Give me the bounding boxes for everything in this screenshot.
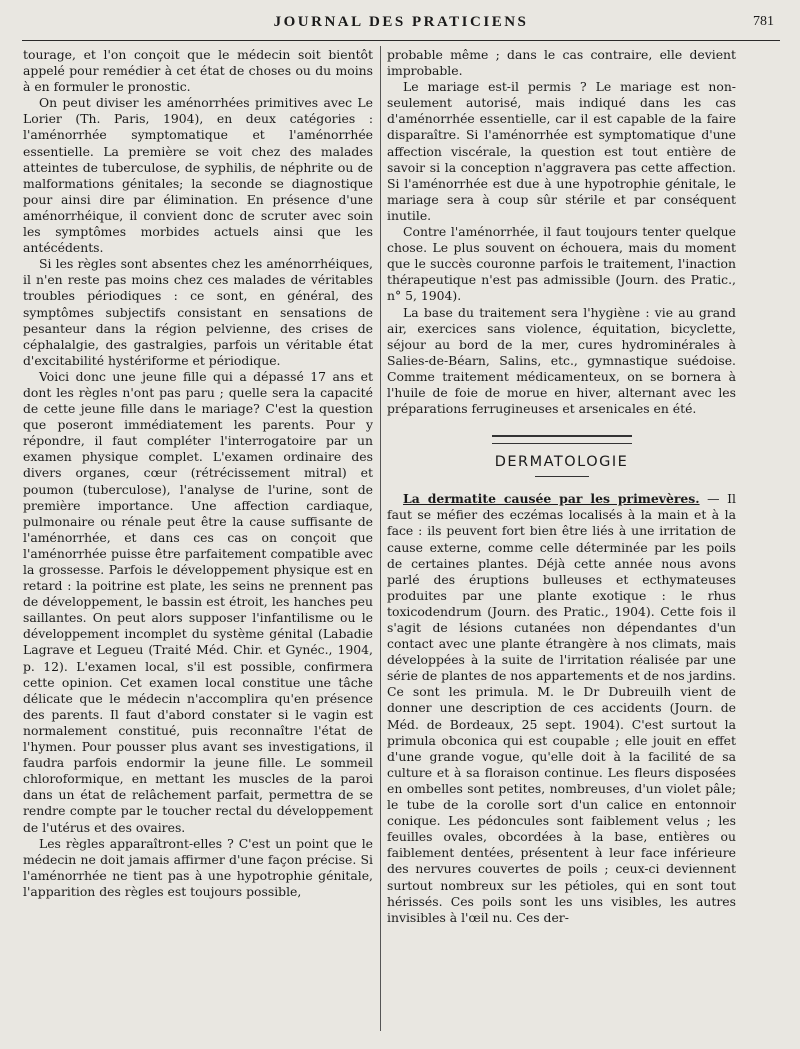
paragraph: La base du traitement sera l'hygiène : vie au grand air, exercices sans violence, équitation, bicyclette, séjour au bord de la mer, cures hydrominérales à Salies-de-Béarn, Salins, etc., gymnastique suédoise. Comme traitement médicamenteux, on se bornera à l'huile de foie de morue en hiver, alternant avec les préparations ferrugineuses et arsenicales en été. <box>387 304 736 417</box>
page-header <box>22 10 780 36</box>
column-divider <box>380 46 381 1031</box>
article-title: La dermatite causée par les primevères. <box>403 491 700 507</box>
left-column <box>23 47 373 1037</box>
section-title: DERMATOLOGIE <box>494 454 629 471</box>
paragraph: Contre l'aménorrhée, il faut toujours tenter quelque chose. Le plus souvent on échouera, mais du moment que le succès couronne parfois le traitement, l'inaction thérapeutique n'est pas admissible (Journ. des Pratic., n° 5, 1904). <box>387 224 736 304</box>
paragraph: Si les règles sont absentes chez les aménorrhéiques, il n'en reste pas moins chez ces malades de véritables troubles périodiques : ce sont, en général, des symptômes subjectifs consistant en sensations de pesanteur dans la région pelvienne, des crises de céphalalgie, des gastralgies, parfois un véritable état d'excitabilité hystériforme et périodique. <box>23 256 373 368</box>
paragraph: On peut diviser les aménorrhées primitives avec Le Lorier (Th. Paris, 1904), en deux catégories : l'aménorrhée symptomatique et l'aménorrhée essentielle. La première se voit chez des malades atteintes de tuberculose, de syphilis, de néphrite ou de malformations génitales; la seconde se diagnostique pour ainsi dire par élimination. En présence d'une aménorrhéique, il convient donc de scruter avec soin les symptômes morbides actuels ainsi que les antécédents. <box>23 95 373 256</box>
header-rule <box>22 40 780 41</box>
paragraph: Voici donc une jeune fille qui a dépassé 17 ans et dont les règles n'ont pas paru ; quelle sera la capacité de cette jeune fille dans le mariage? C'est la question que poseront immédiatement les parents. Pour y répondre, il faut compléter l'interrogatoire par un examen physique complet. L'examen ordinaire des divers organes, cœur (rétrécissement mitral) et poumon (tuberculose), l'analyse de l'urine, sont de première importance. Une affection cardiaque, pulmonaire ou rénale peut être la cause suffisante de l'aménorrhée, et dans ces cas on conçoit que l'aménorrhée puisse être parfaitement compatible avec la grossesse. Parfois le développement physique est en retard : la poitrine est plate, les seins ne prennent pas de développement, le bassin est étroit, les hanches peu saillantes. On peut alors supposer l'infantilisme ou le développement incomplet du système génital (Labadie Lagrave et Legueu (Traité Méd. Chir. et Gynéc., 1904, p. 12). L'examen local, s'il est possible, confirmera cette opinion. Cet examen local constitue une tâche délicate que le médecin n'accomplira qu'en présence des parents. Il faut d'abord constater si le vagin est normalement constitué, puis reconnaître l'état de l'hymen. Pour pousser plus avant ses investigations, il faudra parfois endormir la jeune fille. Le sommeil chloroformique, en mettant les muscles de la paroi dans un état de relâchement parfait, permettra de se rendre compte par le toucher rectal du développement de l'utérus et des ovaires. <box>23 368 373 835</box>
paragraph: Le mariage est-il permis ? Le mariage est non-seulement autorisé, mais indiqué dans les cas d'aménorrhée essentielle, car il est capable de la faire disparaître. Si l'aménorrhée est symptomatique d'une affection viscérale, la question est tout entière de savoir si la conception n'aggravera pas cette affection. Si l'aménorrhée est due à une hypotrophie génitale, le mariage sera à coup sûr stérile et par conséquent inutile. <box>387 79 736 223</box>
section-rule <box>535 476 589 477</box>
page-number: 781 <box>753 14 774 29</box>
article-body: — Il faut se méfier des eczémas localisés à la main et à la face : ils peuvent fort bien être liés à une irritation de cause externe, comme celle déterminée par les poils de certaines plantes. Déjà cette année nous avons parlé des éruptions bulleuses et ecthymateuses produites par une plante exotique : le rhus toxicodendrum (Journ. des Pratic., 1904). Cette fois il s'agit de lésions cutanées non dépendantes d'un contact avec une plante étrangère à nos climats, mais développées à la suite de l'irritation réalisée par une série de plantes de nos appartements et de nos jardins. Ce sont les primula. M. le Dr Dubreuilh vient de donner une description de ces accidents (Journ. de Méd. de Bordeaux, 25 sept. 1904). C'est surtout la primula obconica qui est coupable ; elle jouit en effet d'une grande vogue, qu'elle doit à la facilité de sa culture et à sa floraison continue. Les fleurs disposées en ombelles sont petites, nombreuses, d'un violet pâle; le tube de la corolle sort d'un calice en entonnoir conique. Les pédoncules sont faiblement velus ; les feuilles ovales, obcordées à la base, entières ou faiblement dentées, présentent à leur face inférieure des nervures couvertes de poils ; ceux-ci deviennent surtout nombreux sur les pétioles, qui en sont tout hérissés. Ces poils sont les uns visibles, les autres invisibles à l'œil nu. Ces der- <box>387 491 736 925</box>
paragraph: probable même ; dans le cas contraire, elle devient improbable. <box>387 47 736 79</box>
paragraph: tourage, et l'on conçoit que le médecin soit bientôt appelé pour remédier à cet état de choses ou du moins à en formuler le pronostic. <box>23 47 373 95</box>
paragraph: Les règles apparaîtront-elles ? C'est un point que le médecin ne doit jamais affirmer d'une façon précise. Si l'aménorrhée ne tient pas à une hypotrophie génitale, l'apparition des règles est toujours possible, <box>23 835 373 899</box>
right-column <box>387 47 736 1037</box>
section-ornament <box>387 435 736 444</box>
running-title: JOURNAL DES PRATICIENS <box>273 14 529 30</box>
article-paragraph <box>387 491 736 926</box>
